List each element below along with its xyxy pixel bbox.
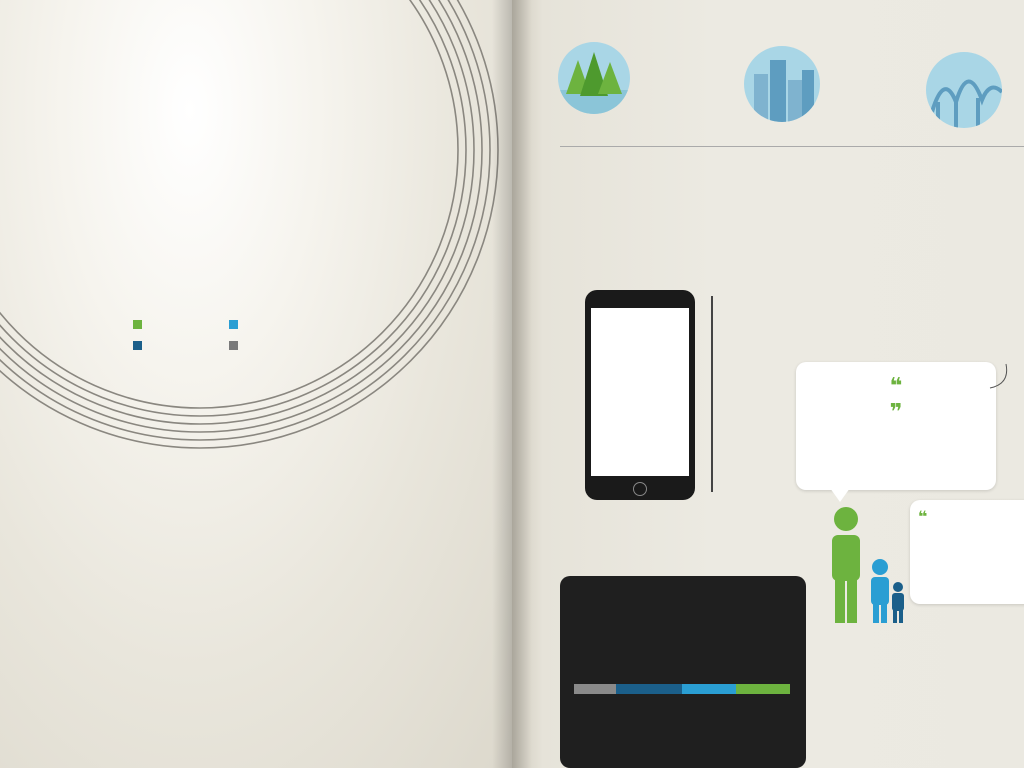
- people-row: [844, 252, 1024, 294]
- right-page: [512, 0, 1024, 768]
- connector-arrow: [980, 362, 1024, 392]
- family-figures-icon: [820, 505, 910, 625]
- section-divider: [560, 146, 1024, 147]
- timeline-ticks: [574, 694, 790, 708]
- city-icon: [744, 46, 820, 122]
- generation-timeline-bar: [574, 684, 790, 694]
- side-label-rule: [711, 296, 713, 492]
- theme-park-icon: [926, 52, 1002, 128]
- quote-bubble-millennial: ❝ ❞: [796, 362, 996, 490]
- quote-bubble-family: ❝: [910, 500, 1024, 604]
- four-generations-box: [560, 576, 806, 768]
- bubble-tail: [830, 488, 850, 502]
- phone-chart: [552, 240, 742, 500]
- outdoors-icon: [558, 42, 630, 114]
